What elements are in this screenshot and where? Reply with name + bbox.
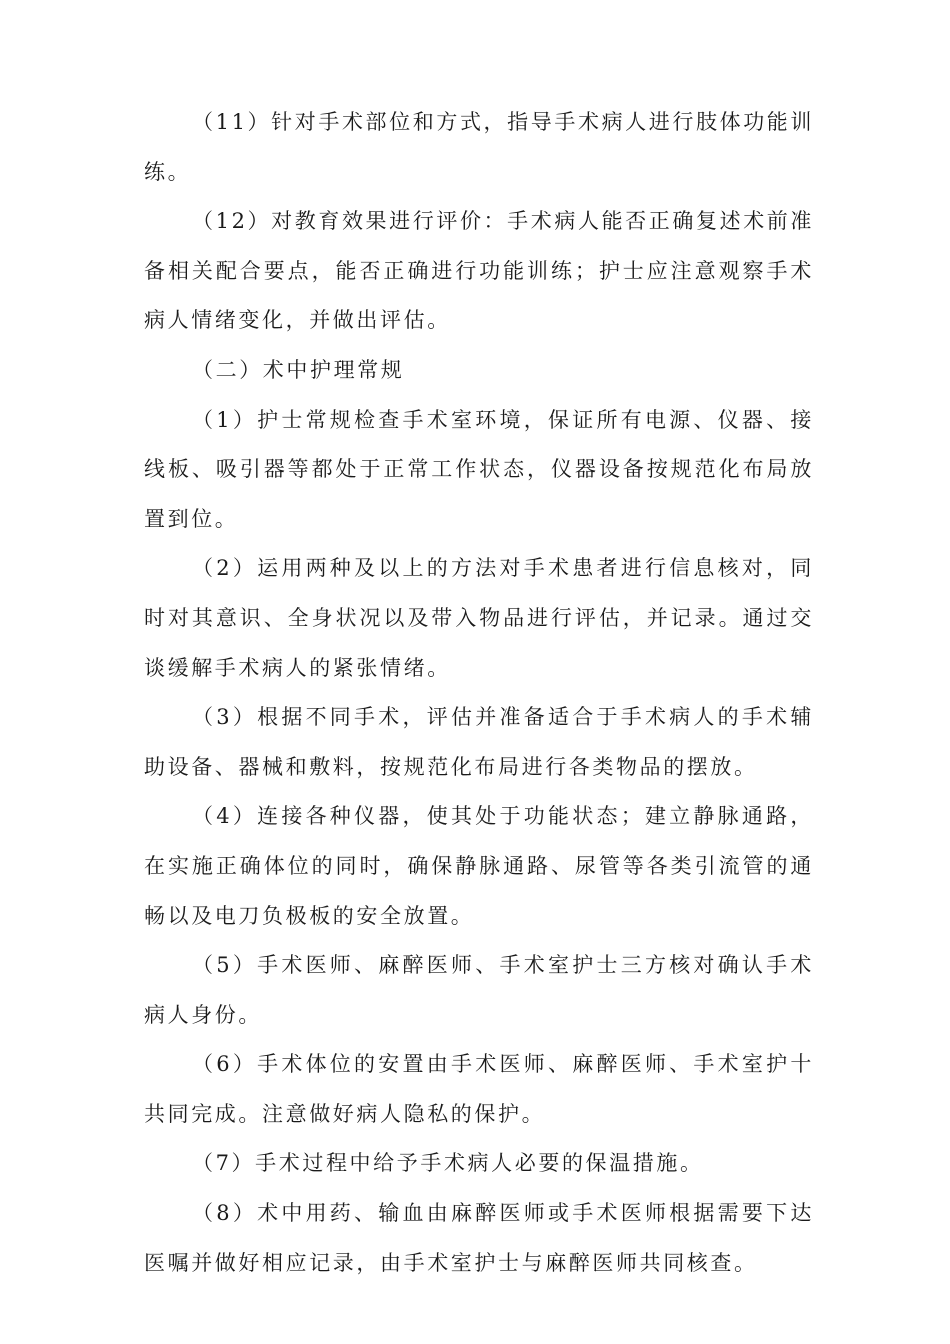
paragraph-item-11: （11）针对手术部位和方式，指导手术病人进行肢体功能训练。 — [144, 110, 814, 184]
paragraph-item-1: （1）护士常规检查手术室环境，保证所有电源、仪器、接线板、吸引器等都处于正常工作状态，仪器设备按规范化布局放置到位。 — [144, 407, 814, 531]
paragraph-item-6: （6）手术体位的安置由手术医师、麻醉医师、手术室护十共同完成。注意做好病人隐私的保护。 — [144, 1052, 814, 1126]
paragraph-item-3: （3）根据不同手术，评估并准备适合于手术病人的手术辅助设备、器械和敷料，按规范化布局进行各类物品的摆放。 — [144, 705, 814, 779]
section-heading-intraoperative: （二）术中护理常规 — [192, 357, 405, 382]
paragraph-item-4: （4）连接各种仪器，使其处于功能状态；建立静脉通路，在实施正确体位的同时，确保静脉通路、尿管等各类引流管的通畅以及电刀负极板的安全放置。 — [144, 804, 814, 928]
paragraph-item-5: （5）手术医师、麻醉医师、手术室护士三方核对确认手术病人身份。 — [144, 953, 814, 1027]
paragraph-item-8: （8）术中用药、输血由麻醉医师或手术医师根据需要下达医嘱并做好相应记录，由手术室护士与麻醉医师共同核查。 — [144, 1201, 814, 1275]
document-body — [144, 98, 814, 1288]
paragraph-item-7: （7）手术过程中给予手术病人必要的保温措施。 — [192, 1151, 704, 1176]
paragraph-item-12: （12）对教育效果进行评价：手术病人能否正确复述术前准备相关配合要点，能否正确进行功能训练；护士应注意观察手术病人情绪变化，并做出评估。 — [144, 209, 814, 333]
paragraph-item-2: （2）运用两种及以上的方法对手术患者进行信息核对，同时对其意识、全身状况以及带入物品进行评估，并记录。通过交谈缓解手术病人的紧张情绪。 — [144, 556, 814, 680]
